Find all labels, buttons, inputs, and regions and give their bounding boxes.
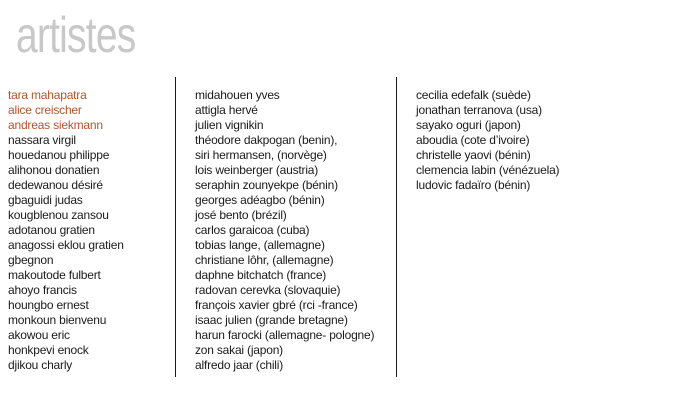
artist-name: ludovic fadaïro (bénin) [416,178,531,192]
artist-name: dedewanou désiré [8,178,103,192]
artist-name: djikou charly [8,358,73,372]
artist-name: houedanou philippe [8,148,110,162]
artist-name: monkoun bienvenu [8,313,107,327]
artist-name: alfredo jaar (chili) [195,358,284,372]
column-divider [396,77,397,377]
artist-name: jonathan terranova (usa) [416,103,542,117]
artist-name: aboudia (cote d’ivoire) [416,133,530,147]
artist-name: sayako oguri (japon) [416,118,521,132]
artist-name: daphne bitchatch (france) [195,268,327,282]
artist-name: akowou eric [8,328,70,342]
artist-name: josé bento (brézil) [195,208,287,222]
artist-name: gbegnon [8,253,54,267]
artist-name: kougblenou zansou [8,208,109,222]
artist-link[interactable]: alice creischer [8,103,82,117]
artist-link[interactable]: andreas siekmann [8,118,103,132]
artist-name: ahoyo francis [8,283,77,297]
artist-name: françois xavier gbré (rci -france) [195,298,358,312]
artist-column-3 [416,88,559,193]
artist-link[interactable]: tara mahapatra [8,88,87,102]
artist-name: christelle yaovi (bénin) [416,148,531,162]
artist-name: carlos garaicoa (cuba) [195,223,310,237]
artist-name: makoutode fulbert [8,268,101,282]
artist-name: christiane lôhr, (allemagne) [195,253,334,267]
artist-column-2 [195,88,374,373]
artist-name: tobias lange, (allemagne) [195,238,325,252]
artist-name: isaac julien (grande bretagne) [195,313,348,327]
artist-name: radovan cerevka (slovaquie) [195,283,341,297]
artist-name: lois weinberger (austria) [195,163,319,177]
artist-name: midahouen yves [195,88,280,102]
artist-name: cecilia edefalk (suède) [416,88,531,102]
artist-name: théodore dakpogan (benin), [195,133,338,147]
artist-name: zon sakai (japon) [195,343,283,357]
artist-name: seraphin zounyekpe (bénin) [195,178,338,192]
artist-name: georges adéagbo (bénin) [195,193,325,207]
artist-name: honkpevi enock [8,343,89,357]
column-divider [175,77,176,377]
artist-name: attigla hervé [195,103,258,117]
artist-name: siri hermansen, (norvège) [195,148,327,162]
artist-name: nassara virgil [8,133,76,147]
artist-column-1 [8,88,124,373]
artist-name: anagossi eklou gratien [8,238,124,252]
artist-name: alihonou donatien [8,163,100,177]
artist-name: houngbo ernest [8,298,89,312]
artist-name: adotanou gratien [8,223,95,237]
artist-name: clemencia labin (vénézuela) [416,163,560,177]
artist-name: julien vignikin [195,118,264,132]
page-title: artistes [16,7,136,63]
artist-name: harun farocki (allemagne- pologne) [195,328,375,342]
artist-name: gbaguidi judas [8,193,83,207]
